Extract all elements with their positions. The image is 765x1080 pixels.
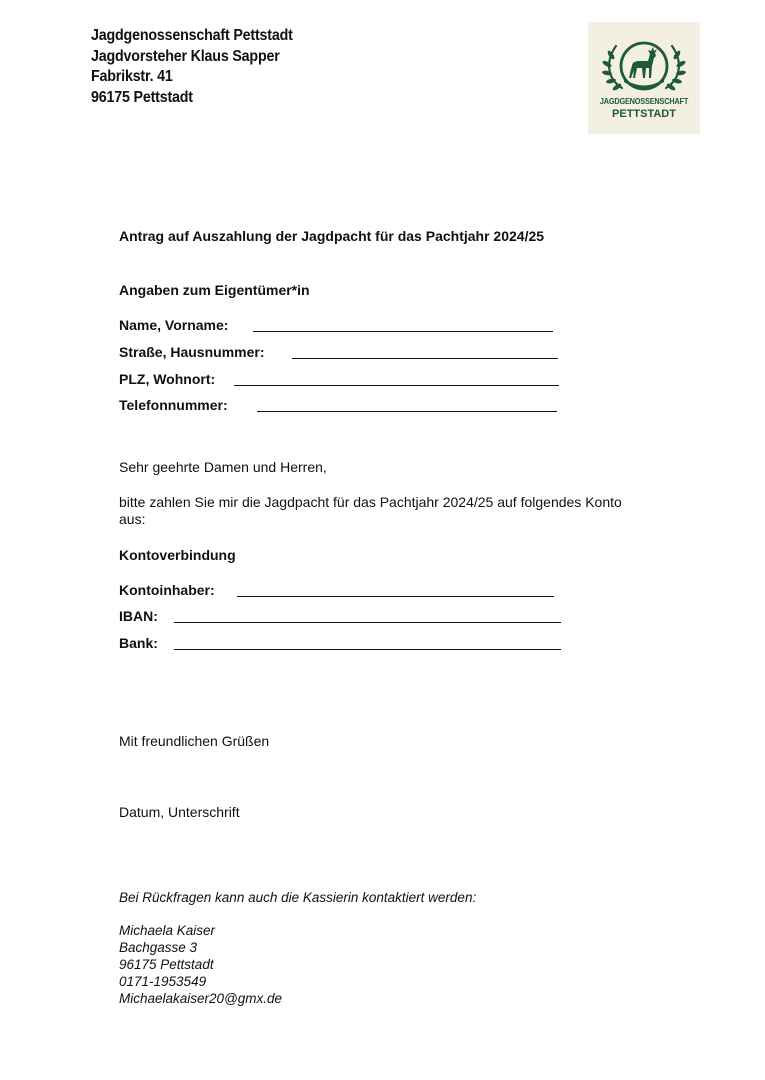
letter-body-line2: aus: [119, 511, 146, 527]
salutation: Sehr geehrte Damen und Herren, [119, 459, 327, 475]
sender-line: 96175 Pettstadt [91, 88, 193, 106]
contact-street: Bachgasse 3 [119, 940, 198, 955]
owner-field-city-input[interactable] [234, 385, 559, 386]
sender-line: Jagdvorsteher Klaus Sapper [91, 47, 280, 65]
owner-field-name-label: Name, Vorname: [119, 317, 229, 333]
account-field-holder-label: Kontoinhaber: [119, 582, 215, 598]
sender-line: Fabrikstr. 41 [91, 68, 173, 85]
account-field-holder-input[interactable] [237, 596, 554, 597]
owner-field-phone-label: Telefonnummer: [119, 397, 228, 413]
contact-block [119, 922, 282, 1007]
owner-field-name-input[interactable] [253, 331, 553, 332]
logo-line2: PETTSTADT [612, 108, 676, 120]
logo [588, 22, 700, 134]
closing: Mit freundlichen Grüßen [119, 733, 270, 749]
letter-body-line1: bitte zahlen Sie mir die Jagdpacht für das Pachtjahr 2024/25 auf folgendes Konto [119, 494, 622, 510]
account-field-bank-label: Bank: [119, 635, 158, 651]
owner-field-phone-input[interactable] [257, 411, 557, 412]
signature-label: Datum, Unterschrift [119, 804, 240, 820]
sender-line: Jagdgenossenschaft Pettstadt [91, 27, 293, 44]
account-field-bank-input[interactable] [174, 649, 561, 650]
contact-city: 96175 Pettstadt [119, 957, 214, 972]
contact-name: Michaela Kaiser [119, 923, 216, 938]
account-field-iban-input[interactable] [174, 622, 561, 623]
contact-email[interactable]: Michaelakaiser20@gmx.de [119, 991, 283, 1006]
account-field-iban-label: IBAN: [119, 608, 158, 624]
sender-address [91, 26, 293, 108]
contact-phone: 0171-1953549 [119, 974, 207, 989]
owner-field-street-input[interactable] [292, 358, 558, 359]
account-heading: Kontoverbindung [119, 547, 236, 563]
form-title: Antrag auf Auszahlung der Jagdpacht für das Pachtjahr 2024/25 [119, 228, 545, 244]
owner-field-city-label: PLZ, Wohnort: [119, 371, 216, 387]
owner-field-street-label: Straße, Hausnummer: [119, 344, 265, 360]
owner-heading: Angaben zum Eigentümer*in [119, 282, 310, 298]
logo-line1: JAGDGENOSSENSCHAFT [599, 96, 689, 106]
contact-intro: Bei Rückfragen kann auch die Kassierin kontaktiert werden: [119, 890, 477, 905]
